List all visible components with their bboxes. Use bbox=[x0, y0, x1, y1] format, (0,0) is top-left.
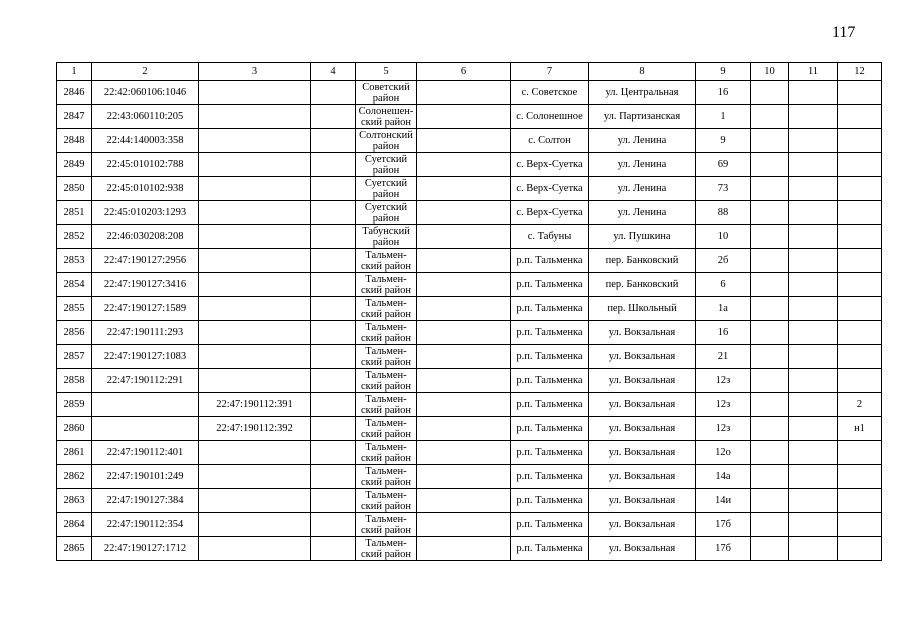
cell-col10-cell bbox=[751, 537, 789, 561]
cadastral-number-alt-cell bbox=[199, 297, 311, 321]
house-number-cell: 10 bbox=[696, 225, 751, 249]
house-number-cell: 16 bbox=[696, 321, 751, 345]
house-number-cell: 73 bbox=[696, 177, 751, 201]
column-header: 4 bbox=[311, 63, 356, 81]
street-cell: ул. Пушкина bbox=[589, 225, 696, 249]
table-row bbox=[57, 153, 882, 177]
street-cell: ул. Вокзальная bbox=[589, 393, 696, 417]
column-header: 1 bbox=[57, 63, 92, 81]
row-number-cell: 2850 bbox=[57, 177, 92, 201]
cell-col6-cell bbox=[417, 129, 511, 153]
column-number-row bbox=[57, 63, 882, 81]
house-number-cell: 17б bbox=[696, 513, 751, 537]
cell-col6-cell bbox=[417, 393, 511, 417]
row-number-cell: 2846 bbox=[57, 81, 92, 105]
column-header: 2 bbox=[92, 63, 199, 81]
cell-col4-cell bbox=[311, 81, 356, 105]
cell-col6-cell bbox=[417, 465, 511, 489]
cell-col10-cell bbox=[751, 153, 789, 177]
cell-col10-cell bbox=[751, 321, 789, 345]
cadastral-number-alt-cell bbox=[199, 153, 311, 177]
house-number-cell: 16 bbox=[696, 81, 751, 105]
premises-number-cell bbox=[838, 321, 882, 345]
cell-col4-cell bbox=[311, 177, 356, 201]
row-number-cell: 2856 bbox=[57, 321, 92, 345]
cell-col11-cell bbox=[789, 81, 838, 105]
column-header: 8 bbox=[589, 63, 696, 81]
cell-col4-cell bbox=[311, 225, 356, 249]
table-row bbox=[57, 345, 882, 369]
table-row bbox=[57, 321, 882, 345]
cadastral-number-cell: 22:45:010203:1293 bbox=[92, 201, 199, 225]
house-number-cell: 12з bbox=[696, 369, 751, 393]
district-cell: Тальмен-ский район bbox=[356, 369, 417, 393]
row-number-cell: 2859 bbox=[57, 393, 92, 417]
street-cell: ул. Партизанская bbox=[589, 105, 696, 129]
district-cell: Тальмен-ский район bbox=[356, 249, 417, 273]
column-header: 7 bbox=[511, 63, 589, 81]
street-cell: ул. Вокзальная bbox=[589, 369, 696, 393]
cell-col6-cell bbox=[417, 153, 511, 177]
table-row bbox=[57, 297, 882, 321]
row-number-cell: 2854 bbox=[57, 273, 92, 297]
table-row bbox=[57, 105, 882, 129]
cell-col10-cell bbox=[751, 105, 789, 129]
house-number-cell: 21 bbox=[696, 345, 751, 369]
cadastral-number-alt-cell bbox=[199, 81, 311, 105]
settlement-cell: с. Советское bbox=[511, 81, 589, 105]
cadastral-number-cell: 22:46:030208:208 bbox=[92, 225, 199, 249]
cell-col6-cell bbox=[417, 105, 511, 129]
row-number-cell: 2862 bbox=[57, 465, 92, 489]
settlement-cell: р.п. Тальменка bbox=[511, 489, 589, 513]
cell-col4-cell bbox=[311, 393, 356, 417]
street-cell: ул. Ленина bbox=[589, 201, 696, 225]
cell-col11-cell bbox=[789, 249, 838, 273]
cell-col10-cell bbox=[751, 129, 789, 153]
street-cell: ул. Вокзальная bbox=[589, 513, 696, 537]
table-row bbox=[57, 273, 882, 297]
settlement-cell: р.п. Тальменка bbox=[511, 273, 589, 297]
street-cell: пер. Банковский bbox=[589, 273, 696, 297]
cadastral-number-alt-cell: 22:47:190112:391 bbox=[199, 393, 311, 417]
cadastral-number-alt-cell bbox=[199, 129, 311, 153]
row-number-cell: 2865 bbox=[57, 537, 92, 561]
premises-number-cell bbox=[838, 225, 882, 249]
cell-col11-cell bbox=[789, 201, 838, 225]
premises-number-cell bbox=[838, 81, 882, 105]
table-row bbox=[57, 249, 882, 273]
district-cell: Тальмен-ский район bbox=[356, 273, 417, 297]
cell-col10-cell bbox=[751, 249, 789, 273]
cell-col4-cell bbox=[311, 465, 356, 489]
settlement-cell: р.п. Тальменка bbox=[511, 249, 589, 273]
street-cell: ул. Вокзальная bbox=[589, 465, 696, 489]
cell-col11-cell bbox=[789, 105, 838, 129]
cell-col10-cell bbox=[751, 177, 789, 201]
table-row bbox=[57, 225, 882, 249]
street-cell: ул. Ленина bbox=[589, 129, 696, 153]
district-cell: Солтонский район bbox=[356, 129, 417, 153]
cell-col11-cell bbox=[789, 465, 838, 489]
table-row bbox=[57, 369, 882, 393]
row-number-cell: 2857 bbox=[57, 345, 92, 369]
house-number-cell: 12з bbox=[696, 393, 751, 417]
row-number-cell: 2851 bbox=[57, 201, 92, 225]
settlement-cell: с. Верх-Суетка bbox=[511, 153, 589, 177]
cell-col11-cell bbox=[789, 369, 838, 393]
cell-col6-cell bbox=[417, 537, 511, 561]
house-number-cell: 12з bbox=[696, 417, 751, 441]
registry-table bbox=[56, 62, 882, 561]
cell-col4-cell bbox=[311, 249, 356, 273]
district-cell: Тальмен-ский район bbox=[356, 441, 417, 465]
row-number-cell: 2852 bbox=[57, 225, 92, 249]
cadastral-number-alt-cell bbox=[199, 489, 311, 513]
settlement-cell: р.п. Тальменка bbox=[511, 369, 589, 393]
column-header: 12 bbox=[838, 63, 882, 81]
premises-number-cell bbox=[838, 201, 882, 225]
cell-col4-cell bbox=[311, 513, 356, 537]
cell-col11-cell bbox=[789, 345, 838, 369]
cadastral-number-alt-cell bbox=[199, 201, 311, 225]
premises-number-cell bbox=[838, 441, 882, 465]
cell-col6-cell bbox=[417, 417, 511, 441]
cadastral-number-alt-cell bbox=[199, 225, 311, 249]
settlement-cell: р.п. Тальменка bbox=[511, 393, 589, 417]
settlement-cell: р.п. Тальменка bbox=[511, 537, 589, 561]
table-row bbox=[57, 537, 882, 561]
column-header: 3 bbox=[199, 63, 311, 81]
district-cell: Советский район bbox=[356, 81, 417, 105]
district-cell: Тальмен-ский район bbox=[356, 393, 417, 417]
cell-col11-cell bbox=[789, 273, 838, 297]
cell-col11-cell bbox=[789, 153, 838, 177]
district-cell: Тальмен-ский район bbox=[356, 417, 417, 441]
cadastral-number-alt-cell bbox=[199, 321, 311, 345]
cadastral-number-cell: 22:47:190112:291 bbox=[92, 369, 199, 393]
table-row bbox=[57, 489, 882, 513]
street-cell: ул. Вокзальная bbox=[589, 417, 696, 441]
cell-col11-cell bbox=[789, 393, 838, 417]
street-cell: ул. Вокзальная bbox=[589, 321, 696, 345]
cell-col11-cell bbox=[789, 441, 838, 465]
premises-number-cell bbox=[838, 537, 882, 561]
cadastral-number-cell: 22:44:140003:358 bbox=[92, 129, 199, 153]
row-number-cell: 2864 bbox=[57, 513, 92, 537]
cell-col10-cell bbox=[751, 201, 789, 225]
cell-col11-cell bbox=[789, 129, 838, 153]
cadastral-number-cell: 22:47:190127:1712 bbox=[92, 537, 199, 561]
cell-col6-cell bbox=[417, 273, 511, 297]
row-number-cell: 2861 bbox=[57, 441, 92, 465]
cell-col10-cell bbox=[751, 297, 789, 321]
cell-col6-cell bbox=[417, 489, 511, 513]
premises-number-cell bbox=[838, 297, 882, 321]
street-cell: ул. Вокзальная bbox=[589, 441, 696, 465]
settlement-cell: р.п. Тальменка bbox=[511, 297, 589, 321]
cell-col10-cell bbox=[751, 441, 789, 465]
cell-col4-cell bbox=[311, 345, 356, 369]
cell-col11-cell bbox=[789, 225, 838, 249]
district-cell: Тальмен-ский район bbox=[356, 297, 417, 321]
district-cell: Тальмен-ский район bbox=[356, 321, 417, 345]
settlement-cell: р.п. Тальменка bbox=[511, 345, 589, 369]
district-cell: Солонешен-ский район bbox=[356, 105, 417, 129]
house-number-cell: 88 bbox=[696, 201, 751, 225]
cadastral-number-cell: 22:47:190112:401 bbox=[92, 441, 199, 465]
cell-col10-cell bbox=[751, 513, 789, 537]
district-cell: Тальмен-ский район bbox=[356, 513, 417, 537]
row-number-cell: 2855 bbox=[57, 297, 92, 321]
row-number-cell: 2858 bbox=[57, 369, 92, 393]
cell-col6-cell bbox=[417, 345, 511, 369]
cell-col11-cell bbox=[789, 297, 838, 321]
cell-col4-cell bbox=[311, 129, 356, 153]
premises-number-cell: 2 bbox=[838, 393, 882, 417]
cadastral-number-alt-cell bbox=[199, 345, 311, 369]
cell-col10-cell bbox=[751, 345, 789, 369]
cell-col6-cell bbox=[417, 81, 511, 105]
district-cell: Тальмен-ский район bbox=[356, 345, 417, 369]
page-number: 117 bbox=[832, 24, 856, 41]
cell-col4-cell bbox=[311, 321, 356, 345]
district-cell: Суетский район bbox=[356, 201, 417, 225]
table-row bbox=[57, 201, 882, 225]
street-cell: ул. Ленина bbox=[589, 177, 696, 201]
table-row bbox=[57, 177, 882, 201]
settlement-cell: с. Верх-Суетка bbox=[511, 177, 589, 201]
cell-col4-cell bbox=[311, 537, 356, 561]
street-cell: ул. Вокзальная bbox=[589, 345, 696, 369]
premises-number-cell bbox=[838, 249, 882, 273]
cadastral-number-cell: 22:42:060106:1046 bbox=[92, 81, 199, 105]
district-cell: Тальмен-ский район bbox=[356, 465, 417, 489]
district-cell: Тальмен-ский район bbox=[356, 537, 417, 561]
street-cell: ул. Ленина bbox=[589, 153, 696, 177]
cadastral-number-cell: 22:47:190111:293 bbox=[92, 321, 199, 345]
district-cell: Суетский район bbox=[356, 177, 417, 201]
cell-col6-cell bbox=[417, 321, 511, 345]
cell-col11-cell bbox=[789, 489, 838, 513]
cadastral-number-cell bbox=[92, 417, 199, 441]
cell-col10-cell bbox=[751, 225, 789, 249]
settlement-cell: с. Солтон bbox=[511, 129, 589, 153]
premises-number-cell bbox=[838, 153, 882, 177]
cell-col4-cell bbox=[311, 153, 356, 177]
table-row bbox=[57, 81, 882, 105]
cadastral-number-alt-cell bbox=[199, 513, 311, 537]
cadastral-number-cell: 22:47:190127:3416 bbox=[92, 273, 199, 297]
cell-col10-cell bbox=[751, 417, 789, 441]
cadastral-number-cell: 22:43:060110:205 bbox=[92, 105, 199, 129]
cell-col4-cell bbox=[311, 441, 356, 465]
street-cell: пер. Банковский bbox=[589, 249, 696, 273]
cadastral-number-alt-cell bbox=[199, 105, 311, 129]
cell-col10-cell bbox=[751, 81, 789, 105]
premises-number-cell bbox=[838, 345, 882, 369]
cell-col11-cell bbox=[789, 417, 838, 441]
premises-number-cell bbox=[838, 273, 882, 297]
cell-col6-cell bbox=[417, 225, 511, 249]
row-number-cell: 2848 bbox=[57, 129, 92, 153]
cell-col11-cell bbox=[789, 513, 838, 537]
cell-col10-cell bbox=[751, 489, 789, 513]
settlement-cell: с. Солонешное bbox=[511, 105, 589, 129]
settlement-cell: р.п. Тальменка bbox=[511, 513, 589, 537]
table-body bbox=[57, 81, 882, 561]
settlement-cell: с. Табуны bbox=[511, 225, 589, 249]
table-row bbox=[57, 129, 882, 153]
street-cell: ул. Центральная bbox=[589, 81, 696, 105]
house-number-cell: 12о bbox=[696, 441, 751, 465]
premises-number-cell bbox=[838, 369, 882, 393]
cadastral-number-cell: 22:47:190127:384 bbox=[92, 489, 199, 513]
district-cell: Суетский район bbox=[356, 153, 417, 177]
table-row bbox=[57, 441, 882, 465]
column-header: 6 bbox=[417, 63, 511, 81]
cell-col10-cell bbox=[751, 369, 789, 393]
cell-col6-cell bbox=[417, 513, 511, 537]
cell-col11-cell bbox=[789, 177, 838, 201]
cadastral-number-cell: 22:47:190112:354 bbox=[92, 513, 199, 537]
table-row bbox=[57, 417, 882, 441]
table-row bbox=[57, 513, 882, 537]
house-number-cell: 1а bbox=[696, 297, 751, 321]
cell-col4-cell bbox=[311, 105, 356, 129]
cadastral-number-alt-cell bbox=[199, 273, 311, 297]
house-number-cell: 14а bbox=[696, 465, 751, 489]
cadastral-number-cell: 22:47:190127:1589 bbox=[92, 297, 199, 321]
cadastral-number-cell: 22:47:190127:1083 bbox=[92, 345, 199, 369]
premises-number-cell bbox=[838, 513, 882, 537]
cell-col10-cell bbox=[751, 465, 789, 489]
cell-col6-cell bbox=[417, 441, 511, 465]
column-header: 9 bbox=[696, 63, 751, 81]
premises-number-cell bbox=[838, 489, 882, 513]
house-number-cell: 6 bbox=[696, 273, 751, 297]
cell-col6-cell bbox=[417, 201, 511, 225]
district-cell: Тальмен-ский район bbox=[356, 489, 417, 513]
table-row bbox=[57, 465, 882, 489]
premises-number-cell bbox=[838, 105, 882, 129]
settlement-cell: р.п. Тальменка bbox=[511, 417, 589, 441]
settlement-cell: р.п. Тальменка bbox=[511, 321, 589, 345]
cell-col4-cell bbox=[311, 273, 356, 297]
settlement-cell: р.п. Тальменка bbox=[511, 465, 589, 489]
cell-col4-cell bbox=[311, 201, 356, 225]
settlement-cell: р.п. Тальменка bbox=[511, 441, 589, 465]
cadastral-number-cell: 22:45:010102:938 bbox=[92, 177, 199, 201]
cadastral-number-cell: 22:45:010102:788 bbox=[92, 153, 199, 177]
street-cell: ул. Вокзальная bbox=[589, 537, 696, 561]
house-number-cell: 1 bbox=[696, 105, 751, 129]
row-number-cell: 2863 bbox=[57, 489, 92, 513]
cell-col11-cell bbox=[789, 537, 838, 561]
house-number-cell: 17б bbox=[696, 537, 751, 561]
cadastral-number-alt-cell bbox=[199, 249, 311, 273]
street-cell: ул. Вокзальная bbox=[589, 489, 696, 513]
cadastral-number-cell bbox=[92, 393, 199, 417]
premises-number-cell: н1 bbox=[838, 417, 882, 441]
cell-col6-cell bbox=[417, 297, 511, 321]
cadastral-number-alt-cell: 22:47:190112:392 bbox=[199, 417, 311, 441]
cell-col4-cell bbox=[311, 489, 356, 513]
settlement-cell: с. Верх-Суетка bbox=[511, 201, 589, 225]
cell-col10-cell bbox=[751, 393, 789, 417]
cell-col6-cell bbox=[417, 249, 511, 273]
house-number-cell: 14и bbox=[696, 489, 751, 513]
cell-col4-cell bbox=[311, 417, 356, 441]
cell-col10-cell bbox=[751, 273, 789, 297]
cell-col6-cell bbox=[417, 369, 511, 393]
column-header: 5 bbox=[356, 63, 417, 81]
row-number-cell: 2860 bbox=[57, 417, 92, 441]
premises-number-cell bbox=[838, 465, 882, 489]
cadastral-number-cell: 22:47:190101:249 bbox=[92, 465, 199, 489]
table-row bbox=[57, 393, 882, 417]
house-number-cell: 69 bbox=[696, 153, 751, 177]
street-cell: пер. Школьный bbox=[589, 297, 696, 321]
district-cell: Табунский район bbox=[356, 225, 417, 249]
cadastral-number-alt-cell bbox=[199, 177, 311, 201]
cell-col4-cell bbox=[311, 297, 356, 321]
house-number-cell: 9 bbox=[696, 129, 751, 153]
cadastral-number-alt-cell bbox=[199, 537, 311, 561]
cadastral-number-alt-cell bbox=[199, 369, 311, 393]
row-number-cell: 2849 bbox=[57, 153, 92, 177]
house-number-cell: 2б bbox=[696, 249, 751, 273]
premises-number-cell bbox=[838, 177, 882, 201]
cell-col4-cell bbox=[311, 369, 356, 393]
row-number-cell: 2847 bbox=[57, 105, 92, 129]
cadastral-number-alt-cell bbox=[199, 441, 311, 465]
cadastral-number-cell: 22:47:190127:2956 bbox=[92, 249, 199, 273]
row-number-cell: 2853 bbox=[57, 249, 92, 273]
cell-col6-cell bbox=[417, 177, 511, 201]
premises-number-cell bbox=[838, 129, 882, 153]
cell-col11-cell bbox=[789, 321, 838, 345]
column-header: 10 bbox=[751, 63, 789, 81]
column-header: 11 bbox=[789, 63, 838, 81]
cadastral-number-alt-cell bbox=[199, 465, 311, 489]
